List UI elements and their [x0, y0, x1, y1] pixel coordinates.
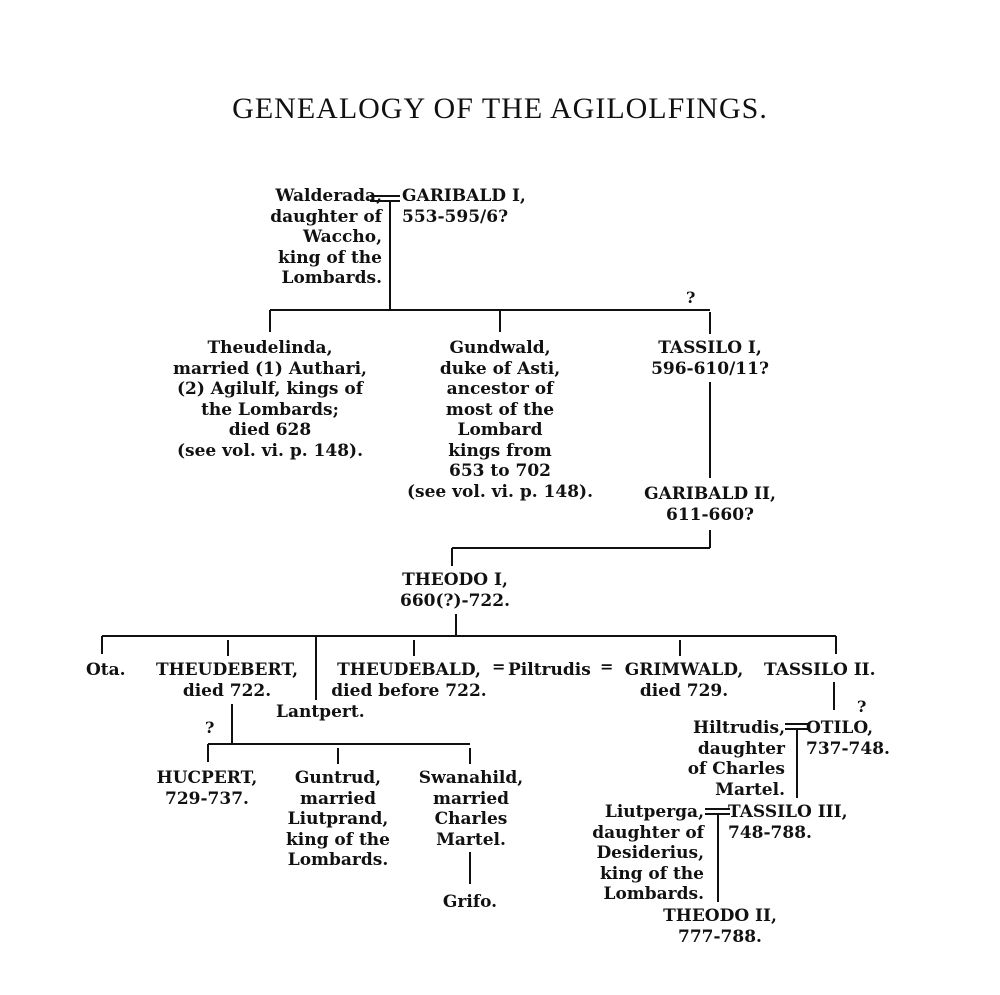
otilo-line-1: OTILO, [806, 718, 874, 738]
piltrudis-line-1: Piltrudis [508, 660, 591, 680]
person-swanahild [406, 768, 536, 850]
person-theodo1 [360, 570, 550, 611]
uncertain-mark-hucpert: ? [205, 718, 215, 737]
theodo1-line-2: 660(?)-722. [400, 590, 510, 611]
walderada-line-3: Waccho, [303, 227, 382, 247]
liutperga-line-3: Desiderius, [596, 843, 704, 863]
gundwald-line-4: most of the [445, 399, 555, 420]
person-grimwald [614, 660, 754, 701]
theudelinda-line-1: Theudelinda, [207, 338, 333, 358]
person-gundwald [390, 338, 610, 502]
theodo2-line-2: 777-788. [678, 926, 762, 947]
swanahild-line-1: Swanahild, [418, 768, 524, 788]
hucpert-line-2: 729-737. [165, 788, 249, 809]
person-tassilo2 [764, 660, 876, 681]
gundwald-line-7: 653 to 702 [449, 461, 551, 481]
tassilo1-line-1: TASSILO I, [658, 338, 762, 358]
swanahild-line-2: married [432, 788, 510, 809]
tassilo3-line-2: 748-788. [728, 822, 812, 843]
person-theodo2 [630, 906, 810, 947]
person-tassilo1 [620, 338, 800, 379]
person-walderada [270, 186, 382, 289]
person-piltrudis [508, 660, 591, 681]
gundwald-line-5: Lombard [457, 420, 543, 440]
grifo-line-1: Grifo. [442, 892, 498, 912]
uncertain-mark-tassilo1: ? [686, 288, 696, 307]
garibald1-line-2: 553-595/6? [402, 206, 509, 227]
theudelinda-line-4: the Lombards; [201, 399, 339, 420]
person-hiltrudis [688, 718, 785, 800]
lantpert-line-1: Lantpert. [276, 702, 365, 722]
gundwald-line-3: ancestor of [446, 379, 554, 399]
walderada-line-1: Walderada, [275, 186, 382, 206]
tassilo3-line-1: TASSILO III, [728, 802, 848, 822]
person-guntrud [276, 768, 400, 871]
garibald1-line-1: GARIBALD I, [402, 186, 526, 206]
tassilo1-line-2: 596-610/11? [651, 358, 769, 379]
person-theudebald [324, 660, 494, 701]
theudelinda-line-6: (see vol. vi. p. 148). [176, 440, 364, 461]
ota-line-1: Ota. [86, 660, 126, 680]
theudebald-line-1: THEUDEBALD, [337, 660, 481, 680]
person-grifo [430, 892, 510, 913]
theudelinda-line-5: died 628 [228, 420, 312, 440]
liutperga-line-2: daughter of [592, 822, 704, 843]
hiltrudis-line-1: Hiltrudis, [693, 718, 785, 738]
guntrud-line-2: married [299, 788, 377, 809]
gundwald-line-2: duke of Asti, [439, 358, 561, 379]
page-title: GENEALOGY OF THE AGILOLFINGS. [232, 92, 768, 125]
person-garibald2 [600, 484, 820, 525]
person-hucpert [140, 768, 274, 809]
theudelinda-line-2: married (1) Authari, [173, 358, 367, 379]
walderada-line-4: king of the [277, 247, 382, 268]
theodo2-line-1: THEODO II, [663, 906, 777, 926]
marriage-sign-theudebald: = [492, 657, 506, 676]
walderada-line-2: daughter of [270, 206, 382, 227]
hucpert-line-1: HUCPERT, [156, 768, 258, 788]
hiltrudis-line-4: Martel. [715, 779, 785, 800]
theudebald-line-2: died before 722. [331, 680, 487, 701]
guntrud-line-1: Guntrud, [294, 768, 382, 788]
swanahild-line-3: Charles [434, 809, 508, 829]
liutperga-line-1: Liutperga, [604, 802, 704, 822]
guntrud-line-4: king of the [285, 829, 390, 850]
hiltrudis-line-3: of Charles [687, 759, 785, 779]
gundwald-line-1: Gundwald, [449, 338, 551, 358]
walderada-line-5: Lombards. [281, 268, 382, 288]
tassilo2-line-1: TASSILO II. [764, 660, 876, 680]
person-tassilo3 [728, 802, 848, 843]
guntrud-line-3: Liutprand, [287, 809, 389, 829]
theudebert-line-1: THEUDEBERT, [155, 660, 299, 680]
person-ota [86, 660, 126, 681]
person-liutperga [592, 802, 704, 905]
gundwald-line-8: (see vol. vi. p. 148). [406, 481, 594, 502]
person-theudelinda [150, 338, 390, 461]
theodo1-line-1: THEODO I, [402, 570, 508, 590]
hiltrudis-line-2: daughter [697, 738, 785, 759]
grimwald-line-1: GRIMWALD, [624, 660, 744, 680]
liutperga-line-5: Lombards. [603, 884, 704, 904]
person-garibald1 [402, 186, 526, 227]
person-lantpert [276, 702, 365, 723]
marriage-sign-grimwald: = [600, 657, 614, 676]
guntrud-line-5: Lombards. [287, 850, 389, 870]
person-theudebert [140, 660, 314, 701]
garibald2-line-2: 611-660? [666, 504, 754, 525]
theudelinda-line-3: (2) Agilulf, kings of [176, 379, 364, 399]
uncertain-mark-otilo: ? [857, 697, 867, 716]
liutperga-line-4: king of the [599, 863, 704, 884]
gundwald-line-6: kings from [448, 440, 552, 461]
garibald2-line-1: GARIBALD II, [644, 484, 776, 504]
grimwald-line-2: died 729. [639, 680, 729, 701]
theudebert-line-2: died 722. [182, 680, 272, 701]
swanahild-line-4: Martel. [436, 829, 506, 850]
otilo-line-2: 737-748. [806, 738, 890, 759]
person-otilo [806, 718, 890, 759]
